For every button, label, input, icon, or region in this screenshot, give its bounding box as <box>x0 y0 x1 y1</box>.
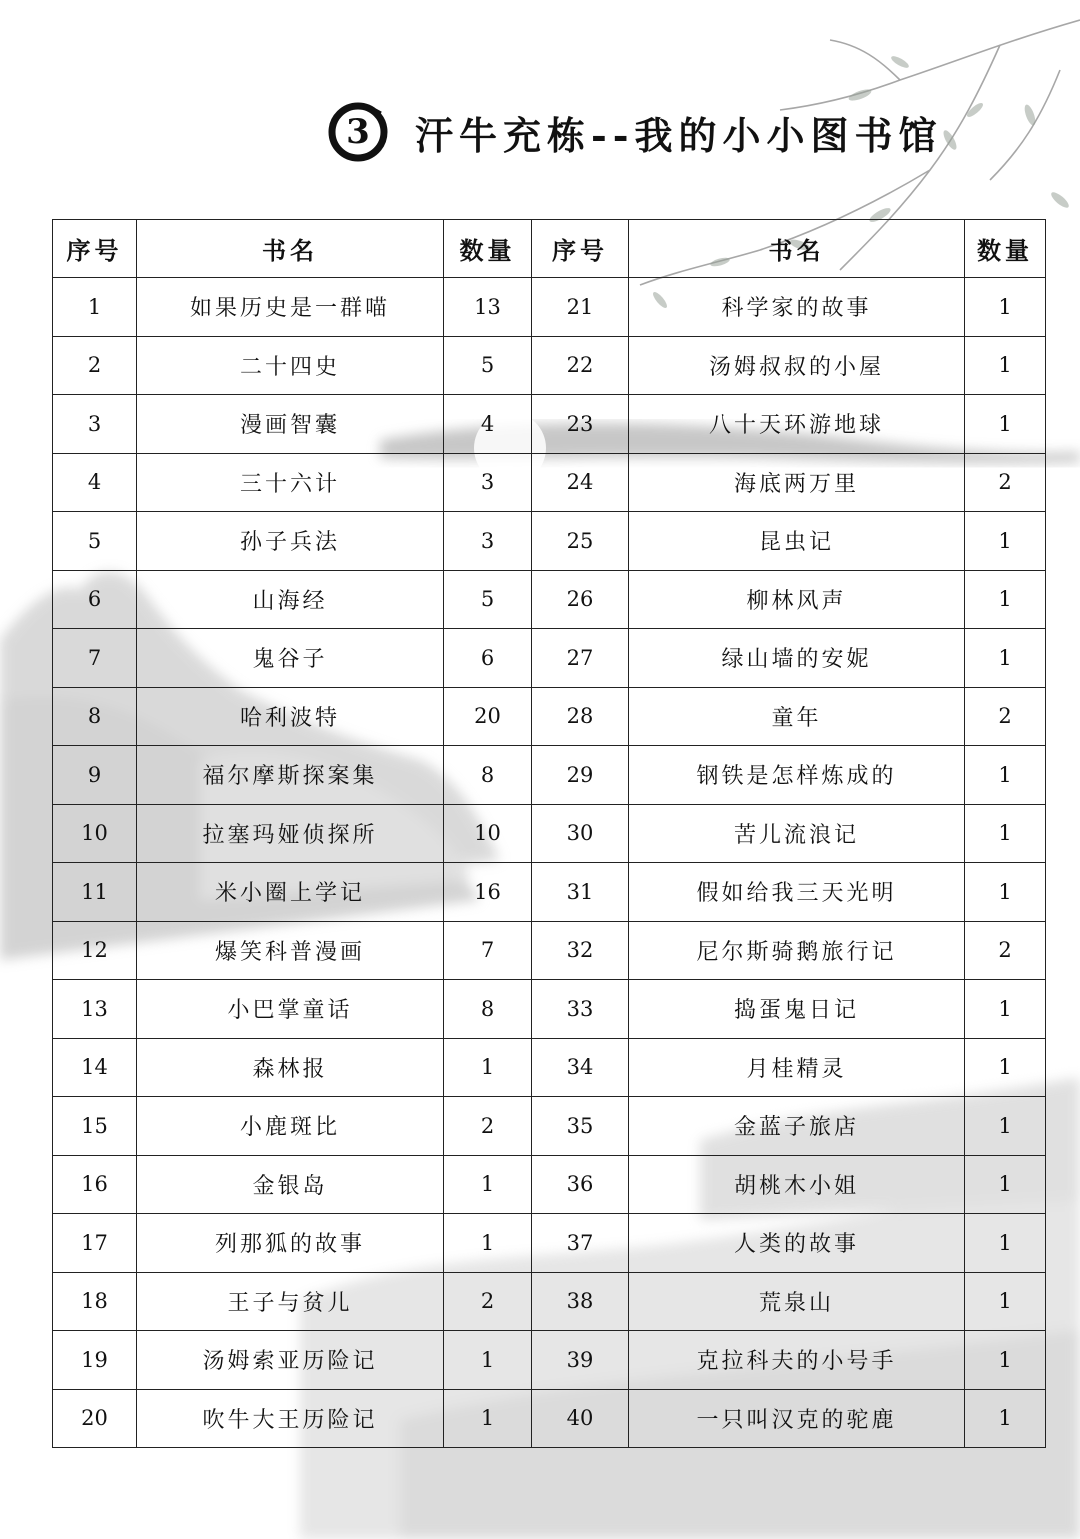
book-title-cell: 山海经 <box>137 570 444 629</box>
quantity-cell: 1 <box>444 1331 532 1390</box>
book-title-cell: 小鹿斑比 <box>137 1097 444 1156</box>
book-title-cell: 假如给我三天光明 <box>629 863 965 922</box>
column-header-index: 序号 <box>53 220 137 278</box>
index-cell: 29 <box>532 746 629 805</box>
index-cell: 24 <box>532 453 629 512</box>
table-row <box>53 1272 1046 1331</box>
quantity-cell: 1 <box>965 1214 1046 1273</box>
book-title-cell: 科学家的故事 <box>629 278 965 337</box>
table-row <box>53 804 1046 863</box>
quantity-cell: 1 <box>965 629 1046 688</box>
book-title-cell: 汤姆叔叔的小屋 <box>629 336 965 395</box>
book-title-cell: 柳林风声 <box>629 570 965 629</box>
quantity-cell: 7 <box>444 921 532 980</box>
index-cell: 28 <box>532 687 629 746</box>
table-row <box>53 1038 1046 1097</box>
table-row <box>53 1097 1046 1156</box>
index-cell: 22 <box>532 336 629 395</box>
quantity-cell: 1 <box>965 1097 1046 1156</box>
book-title-cell: 吹牛大王历险记 <box>137 1389 444 1448</box>
table-row <box>53 921 1046 980</box>
index-cell: 5 <box>53 512 137 571</box>
book-list-table <box>52 219 1046 1448</box>
index-cell: 36 <box>532 1155 629 1214</box>
table-row <box>53 629 1046 688</box>
quantity-cell: 2 <box>965 687 1046 746</box>
book-title-cell: 金银岛 <box>137 1155 444 1214</box>
book-title-cell: 尼尔斯骑鹅旅行记 <box>629 921 965 980</box>
badge-number: 3 <box>346 112 370 152</box>
book-title-cell: 绿山墙的安妮 <box>629 629 965 688</box>
index-cell: 40 <box>532 1389 629 1448</box>
book-title-cell: 哈利波特 <box>137 687 444 746</box>
quantity-cell: 5 <box>444 570 532 629</box>
quantity-cell: 3 <box>444 512 532 571</box>
quantity-cell: 1 <box>965 395 1046 454</box>
column-header-index: 序号 <box>532 220 629 278</box>
quantity-cell: 1 <box>444 1214 532 1273</box>
quantity-cell: 8 <box>444 746 532 805</box>
table-row <box>53 863 1046 922</box>
book-title-cell: 苦儿流浪记 <box>629 804 965 863</box>
index-cell: 7 <box>53 629 137 688</box>
index-cell: 39 <box>532 1331 629 1390</box>
book-title-cell: 小巴掌童话 <box>137 980 444 1039</box>
index-cell: 13 <box>53 980 137 1039</box>
index-cell: 10 <box>53 804 137 863</box>
table-row <box>53 336 1046 395</box>
number-badge <box>325 99 391 165</box>
index-cell: 25 <box>532 512 629 571</box>
index-cell: 2 <box>53 336 137 395</box>
quantity-cell: 1 <box>444 1038 532 1097</box>
table-row <box>53 1214 1046 1273</box>
page-header <box>325 92 943 172</box>
quantity-cell: 1 <box>965 278 1046 337</box>
book-title-cell: 鬼谷子 <box>137 629 444 688</box>
quantity-cell: 13 <box>444 278 532 337</box>
index-cell: 8 <box>53 687 137 746</box>
quantity-cell: 1 <box>965 1155 1046 1214</box>
page-title: 汗牛充栋--我的小小图书馆 <box>415 112 943 158</box>
index-cell: 19 <box>53 1331 137 1390</box>
table-header-row <box>53 220 1046 278</box>
book-title-cell: 爆笑科普漫画 <box>137 921 444 980</box>
index-cell: 1 <box>53 278 137 337</box>
book-title-cell: 金蓝子旅店 <box>629 1097 965 1156</box>
index-cell: 23 <box>532 395 629 454</box>
book-title-cell: 荒泉山 <box>629 1272 965 1331</box>
table-row <box>53 1155 1046 1214</box>
book-title-cell: 孙子兵法 <box>137 512 444 571</box>
index-cell: 11 <box>53 863 137 922</box>
table-row <box>53 395 1046 454</box>
quantity-cell: 1 <box>965 863 1046 922</box>
quantity-cell: 10 <box>444 804 532 863</box>
column-header-quantity: 数量 <box>444 220 532 278</box>
index-cell: 30 <box>532 804 629 863</box>
quantity-cell: 1 <box>965 1272 1046 1331</box>
book-title-cell: 如果历史是一群喵 <box>137 278 444 337</box>
index-cell: 20 <box>53 1389 137 1448</box>
index-cell: 26 <box>532 570 629 629</box>
quantity-cell: 4 <box>444 395 532 454</box>
column-header-title: 书名 <box>629 220 965 278</box>
quantity-cell: 1 <box>965 336 1046 395</box>
book-title-cell: 童年 <box>629 687 965 746</box>
book-title-cell: 拉塞玛娅侦探所 <box>137 804 444 863</box>
quantity-cell: 1 <box>965 746 1046 805</box>
book-title-cell: 月桂精灵 <box>629 1038 965 1097</box>
table-row <box>53 746 1046 805</box>
quantity-cell: 1 <box>965 1038 1046 1097</box>
quantity-cell: 6 <box>444 629 532 688</box>
quantity-cell: 8 <box>444 980 532 1039</box>
book-title-cell: 二十四史 <box>137 336 444 395</box>
index-cell: 33 <box>532 980 629 1039</box>
quantity-cell: 2 <box>965 921 1046 980</box>
book-title-cell: 人类的故事 <box>629 1214 965 1273</box>
quantity-cell: 1 <box>965 570 1046 629</box>
quantity-cell: 2 <box>444 1097 532 1156</box>
index-cell: 4 <box>53 453 137 512</box>
quantity-cell: 1 <box>444 1155 532 1214</box>
book-title-cell: 昆虫记 <box>629 512 965 571</box>
index-cell: 21 <box>532 278 629 337</box>
index-cell: 9 <box>53 746 137 805</box>
quantity-cell: 5 <box>444 336 532 395</box>
index-cell: 14 <box>53 1038 137 1097</box>
book-title-cell: 米小圈上学记 <box>137 863 444 922</box>
table-row <box>53 570 1046 629</box>
quantity-cell: 1 <box>965 1331 1046 1390</box>
book-title-cell: 克拉科夫的小号手 <box>629 1331 965 1390</box>
book-title-cell: 胡桃木小姐 <box>629 1155 965 1214</box>
book-title-cell: 汤姆索亚历险记 <box>137 1331 444 1390</box>
book-title-cell: 钢铁是怎样炼成的 <box>629 746 965 805</box>
index-cell: 15 <box>53 1097 137 1156</box>
quantity-cell: 1 <box>965 980 1046 1039</box>
index-cell: 35 <box>532 1097 629 1156</box>
quantity-cell: 20 <box>444 687 532 746</box>
table-row <box>53 687 1046 746</box>
quantity-cell: 1 <box>444 1389 532 1448</box>
book-title-cell: 三十六计 <box>137 453 444 512</box>
table-row <box>53 1331 1046 1390</box>
book-title-cell: 漫画智囊 <box>137 395 444 454</box>
table-row <box>53 453 1046 512</box>
book-title-cell: 捣蛋鬼日记 <box>629 980 965 1039</box>
index-cell: 32 <box>532 921 629 980</box>
index-cell: 31 <box>532 863 629 922</box>
index-cell: 12 <box>53 921 137 980</box>
book-title-cell: 森林报 <box>137 1038 444 1097</box>
quantity-cell: 1 <box>965 1389 1046 1448</box>
book-title-cell: 八十天环游地球 <box>629 395 965 454</box>
index-cell: 27 <box>532 629 629 688</box>
column-header-title: 书名 <box>137 220 444 278</box>
book-title-cell: 福尔摩斯探案集 <box>137 746 444 805</box>
index-cell: 18 <box>53 1272 137 1331</box>
table-row <box>53 512 1046 571</box>
book-title-cell: 海底两万里 <box>629 453 965 512</box>
table-row <box>53 278 1046 337</box>
quantity-cell: 1 <box>965 804 1046 863</box>
book-title-cell: 一只叫汉克的驼鹿 <box>629 1389 965 1448</box>
index-cell: 17 <box>53 1214 137 1273</box>
quantity-cell: 3 <box>444 453 532 512</box>
table-row <box>53 1389 1046 1448</box>
index-cell: 38 <box>532 1272 629 1331</box>
column-header-quantity: 数量 <box>965 220 1046 278</box>
index-cell: 16 <box>53 1155 137 1214</box>
quantity-cell: 16 <box>444 863 532 922</box>
quantity-cell: 1 <box>965 512 1046 571</box>
index-cell: 3 <box>53 395 137 454</box>
book-title-cell: 王子与贫儿 <box>137 1272 444 1331</box>
index-cell: 6 <box>53 570 137 629</box>
quantity-cell: 2 <box>444 1272 532 1331</box>
quantity-cell: 2 <box>965 453 1046 512</box>
table-row <box>53 980 1046 1039</box>
book-title-cell: 列那狐的故事 <box>137 1214 444 1273</box>
index-cell: 37 <box>532 1214 629 1273</box>
index-cell: 34 <box>532 1038 629 1097</box>
